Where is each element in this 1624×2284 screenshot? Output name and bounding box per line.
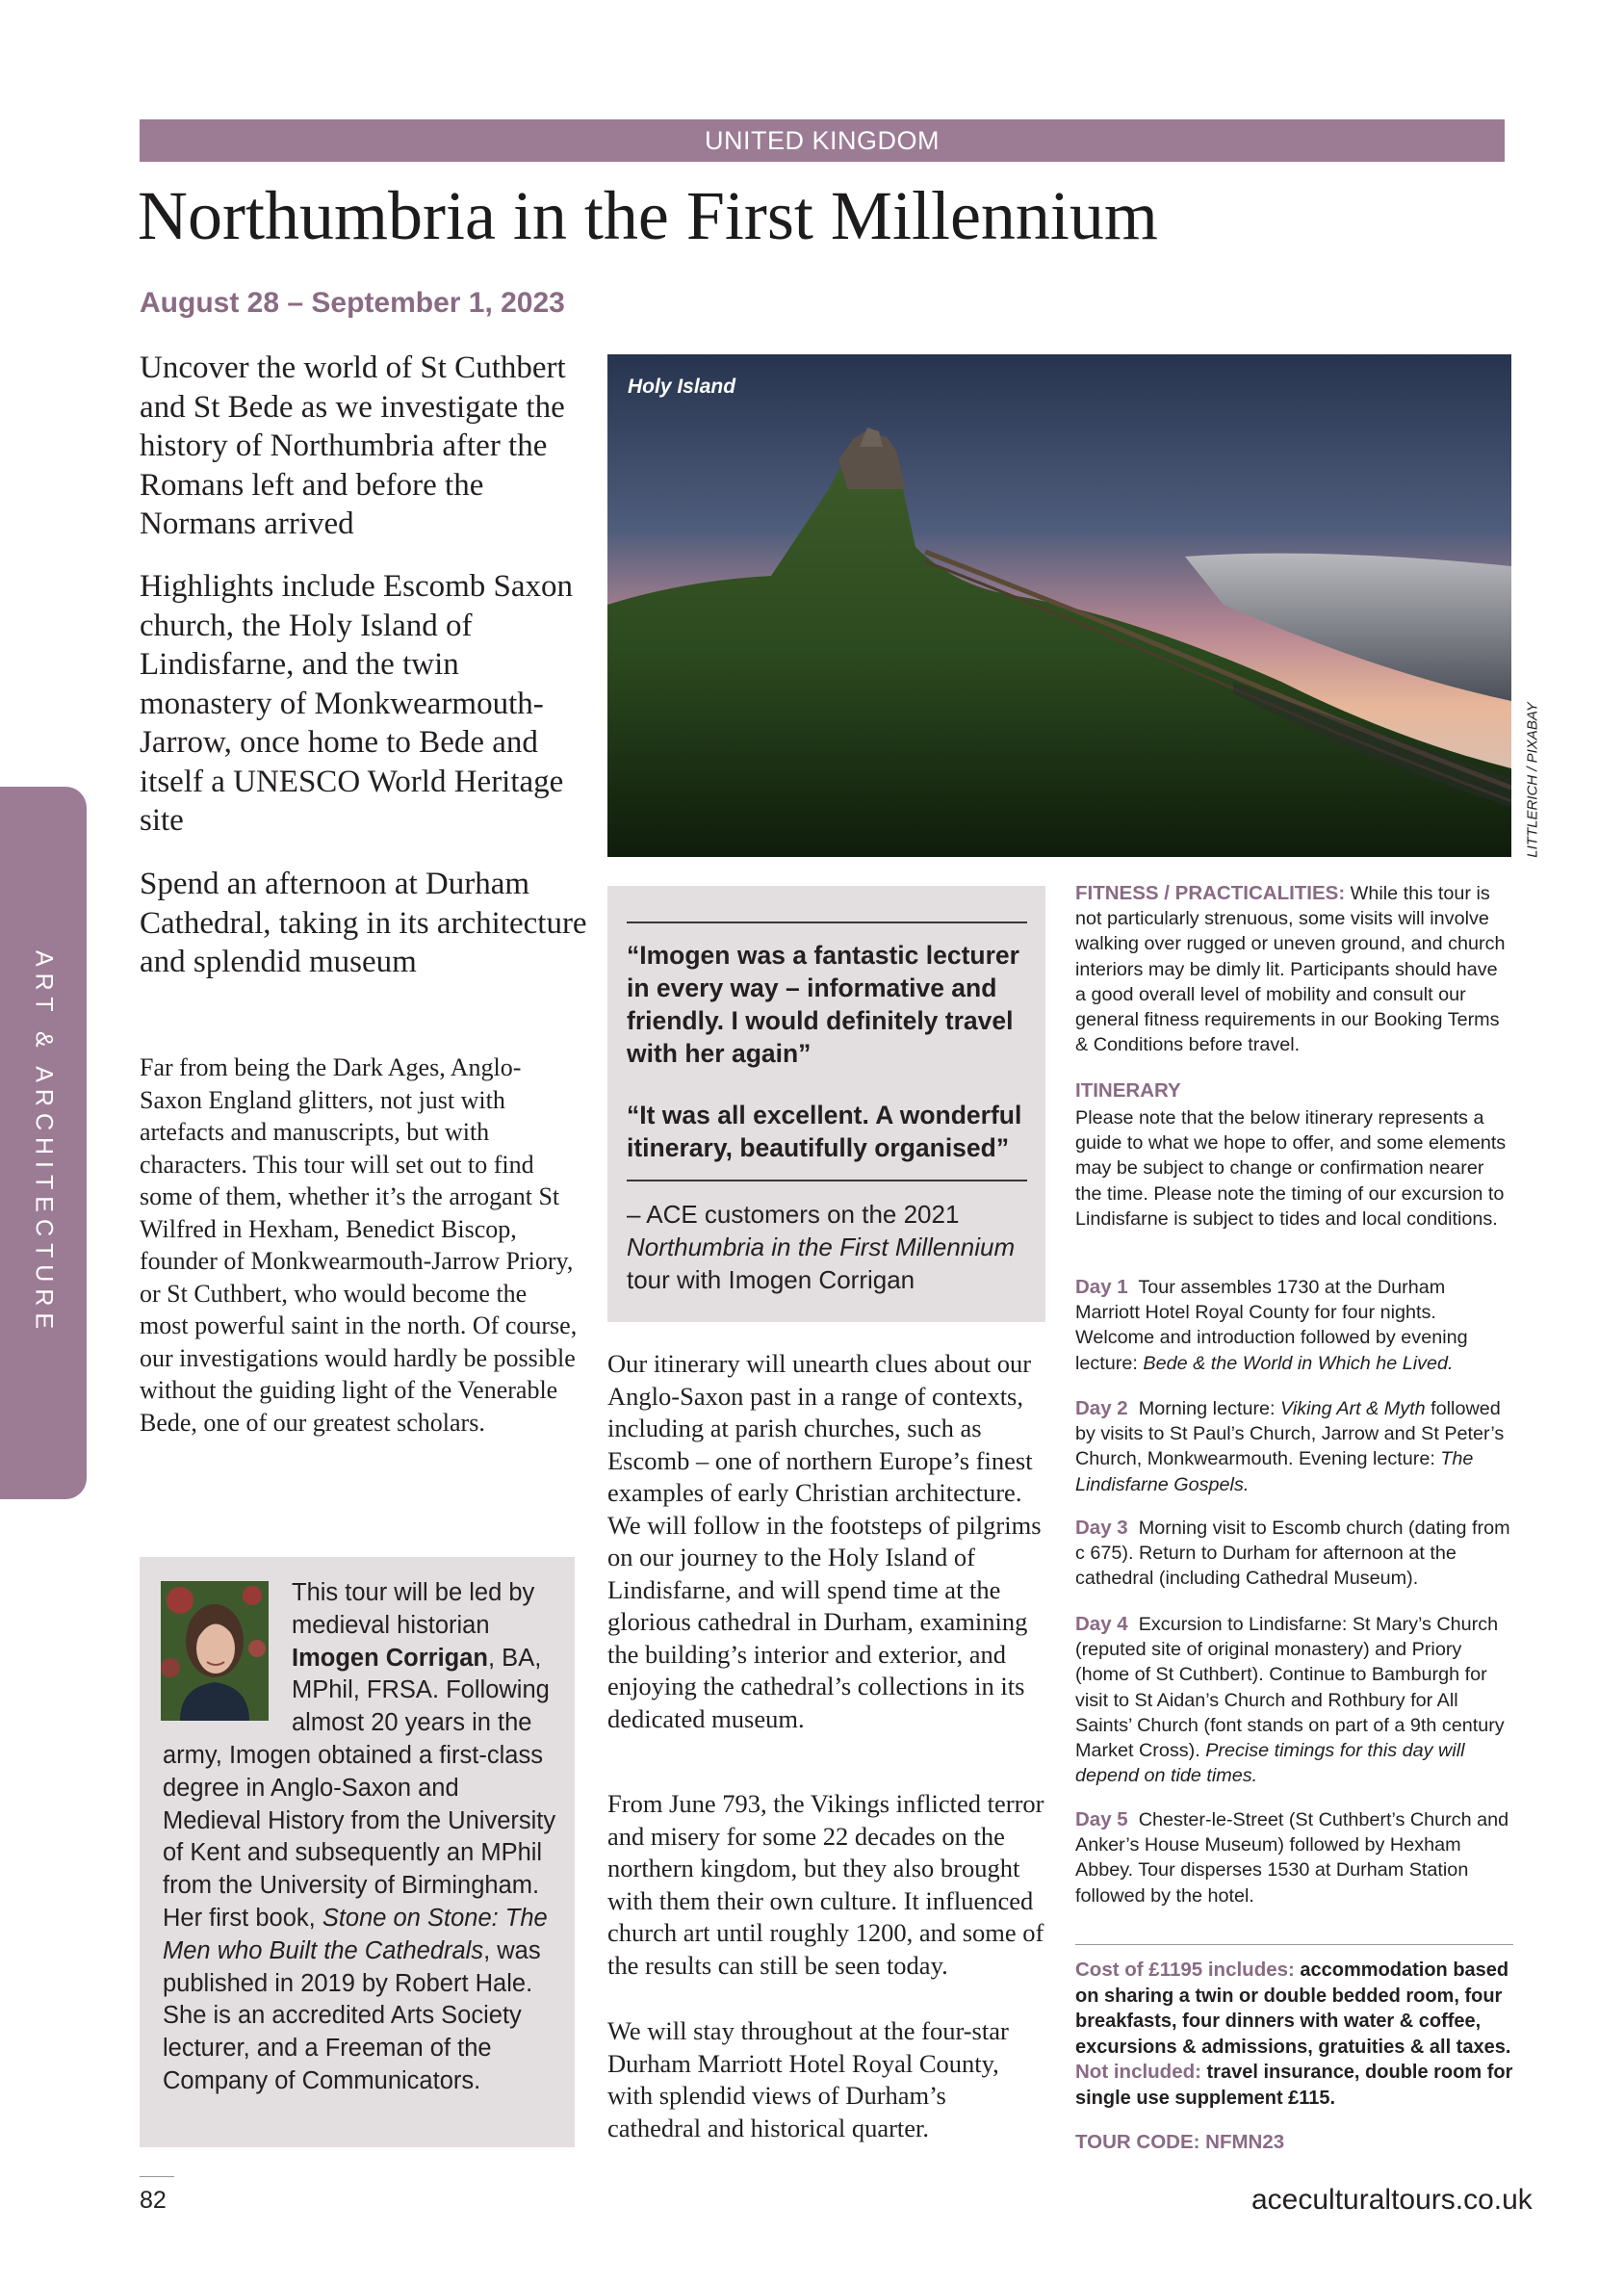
day-text-after: followed by visits to St Paul’s Church, Jarrow and St Peter’s Church, Monkwearmouth. Evening lecture: (1075, 1398, 1505, 1470)
page-number: 82 (140, 2187, 167, 2214)
attribution-suffix: tour with Imogen Corrigan (627, 1265, 915, 1294)
photo-caption: Holy Island (628, 376, 736, 398)
book-title: Stone on Stone: The Men who Built the Cathedrals (163, 1904, 548, 1964)
day-text: Chester-le-Street (St Cuthbert’s Church and Anker’s House Museum) followed by Hexham Abbey. Tour disperses 1530 at Durham Station followed by the hotel. (1075, 1809, 1509, 1907)
cost-excluded-label: Not included: (1075, 2061, 1201, 2083)
testimonial-attribution (627, 1198, 1031, 1296)
itinerary-day-4 (1075, 1612, 1513, 1788)
intro-paragraph-1: Uncover the world of St Cuthbert and St Bede as we investigate the history of Northumbria after the Romans left and before the Normans arrived (140, 350, 566, 541)
body-text-middle-2: From June 793, the Vikings inflicted terror and misery for some 22 decades on the northern kingdom, but they also brought with them their own culture. It influenced church art until roughly 1200, and some of the results can still be seen today. (607, 1789, 1044, 1980)
day-text: Morning lecture: (1138, 1398, 1281, 1419)
cost-excluded-text: travel insurance, double room for single use supplement £115. (1075, 2062, 1513, 2109)
day-text: Morning visit to Escomb church (dating from c 675). Return to Durham for afternoon at the cathedral (including Cathedral Museum). (1075, 1518, 1510, 1590)
fitness-label: FITNESS / PRACTICALITIES: (1075, 882, 1346, 904)
day-lecture-title: Viking Art & Myth (1280, 1398, 1426, 1419)
cost-divider (1075, 1944, 1513, 1945)
itinerary-day-3 (1075, 1516, 1513, 1592)
body-text-middle-3: We will stay throughout at the four-star Durham Marriott Hotel Royal County, with splendid views of Durham’s cathedral and historical quarter. (607, 2016, 1009, 2142)
fitness-practicalities (1075, 881, 1513, 1057)
itinerary-day-5 (1075, 1807, 1513, 1908)
day-text: Excursion to Lindisfarne: St Mary’s Church (reputed site of original monastery) and Priory (home of St Cuthbert). Continue to Bamburgh for visit to St Aidan’s Church and Rothbury for All Saints’ Church (font stands on part of a 9th century Market Cross). (1075, 1614, 1505, 1762)
cost-includes-text: accommodation based on sharing a twin or double bedded room, four breakfasts, four dinners with water & coffee, excursions & admissions, gratuities & all taxes. (1075, 1960, 1511, 2058)
website-link[interactable]: aceculturaltours.co.uk (1251, 2184, 1533, 2216)
day-label: Day 1 (1075, 1276, 1128, 1298)
day-lecture-title: Bede & the World in Which he Lived. (1143, 1352, 1454, 1374)
day-label: Day 4 (1075, 1613, 1128, 1635)
fitness-text: While this tour is not particularly strenuous, some visits will involve walking over rugged or uneven ground, and church interiors may be dimly lit. Participants should have a good overall level of mobility and consult our general fitness requirements in our Booking Terms & Conditions before travel. (1075, 883, 1506, 1056)
testimonial-quote-1: “Imogen was a fantastic lecturer in every way – informative and friendly. I would definitely travel with her again” (627, 941, 1019, 1068)
guide-bio-text (163, 1577, 557, 2098)
cost-includes-label: Cost of £1195 includes: (1075, 1959, 1295, 1981)
bio-intro: This tour will be led by medieval historian (292, 1579, 535, 1639)
guide-name: Imogen Corrigan (292, 1644, 489, 1672)
day-label: Day 5 (1075, 1808, 1128, 1830)
day-label: Day 3 (1075, 1517, 1128, 1539)
itinerary-heading: ITINERARY (1075, 1079, 1181, 1102)
itinerary-note: Please note that the below itinerary represents a guide to what we hope to offer, and some elements may be subject to change or confirmation nearer the time. Please note the timing of our excursion to Lindisfarne is subject to tides and local conditions. (1075, 1107, 1507, 1230)
intro-paragraph-3: Spend an afternoon at Durham Cathedral, taking in its architecture and splendid museum (140, 867, 587, 979)
region-banner: UNITED KINGDOM (140, 119, 1505, 162)
itinerary-day-1 (1075, 1275, 1513, 1376)
photo-credit: LITTLERICH / PIXABAY (1524, 702, 1541, 858)
day-lecture-title-2: The Lindisfarne Gospels. (1075, 1448, 1474, 1495)
body-text-middle-1: Our itinerary will unearth clues about our Anglo-Saxon past in a range of contexts, including at parish churches, such as Escomb – one of northern Europe’s finest examples of early Christian architecture. We will follow in the footsteps of pilgrims on our journey to the Holy Island of Lindisfarne, and will spend time at the glorious cathedral in Durham, examining the building’s interior and exterior, and enjoying the cathedral’s collections in its dedicated museum. (607, 1349, 1042, 1733)
category-side-tab-label: ART & ARCHITECTURE (30, 949, 58, 1337)
holy-island-photo (607, 354, 1511, 857)
day-text: Tour assembles 1730 at the Durham Marriott Hotel Royal County for four nights. Welcome and introduction followed by evening lecture: (1075, 1277, 1468, 1374)
attribution-tour-name: Northumbria in the First Millennium (627, 1233, 1016, 1261)
attribution-prefix: – ACE customers on the 2021 (627, 1200, 960, 1229)
cost-details (1075, 1958, 1513, 2111)
page-number-rule (140, 2176, 174, 2177)
page-title: Northumbria in the First Millennium (138, 177, 1158, 254)
body-text-left: Far from being the Dark Ages, Anglo-Saxon England glitters, not just with artefacts and manuscripts, but with characters. This tour will set out to find some of them, whether it’s the arrogant St Wilfred in Hexham, Benedict Biscop, founder of Monkwearmouth-Jarrow Priory, or St Cuthbert, who would become the most powerful saint in the north. Of course, our investigations would hardly be possible without the guiding light of the Venerable Bede, one of our greatest scholars. (140, 1053, 578, 1437)
day-label: Day 2 (1075, 1397, 1128, 1419)
tour-dates: August 28 – September 1, 2023 (140, 287, 565, 319)
day-note: Precise timings for this day will depend on tide times. (1075, 1740, 1465, 1787)
bio-rest: , was published in 2019 by Robert Hale. She is an accredited Arts Society lecturer, and a Freeman of the Company of Communicators. (163, 1936, 541, 2094)
testimonial-quote-2: “It was all excellent. A wonderful itinerary, beautifully organised” (627, 1101, 1022, 1162)
bio-credentials: , BA, MPhil, FRSA. Following almost 20 years in the army, Imogen obtained a first-class degree in Anglo-Saxon and Medieval History from the University of Kent and subsequently an MPhil from the University of Birmingham. Her first book, (163, 1644, 556, 1932)
itinerary-day-2 (1075, 1396, 1513, 1497)
testimonial-rule-mid (627, 1180, 1027, 1181)
intro-paragraph-2: Highlights include Escomb Saxon church, the Holy Island of Lindisfarne, and the twin monastery of Monkwearmouth-Jarrow, once home to Bede and itself a UNESCO World Heritage site (140, 569, 574, 838)
tour-code: TOUR CODE: NFMN23 (1075, 2131, 1285, 2153)
testimonial-rule-top (627, 921, 1027, 923)
